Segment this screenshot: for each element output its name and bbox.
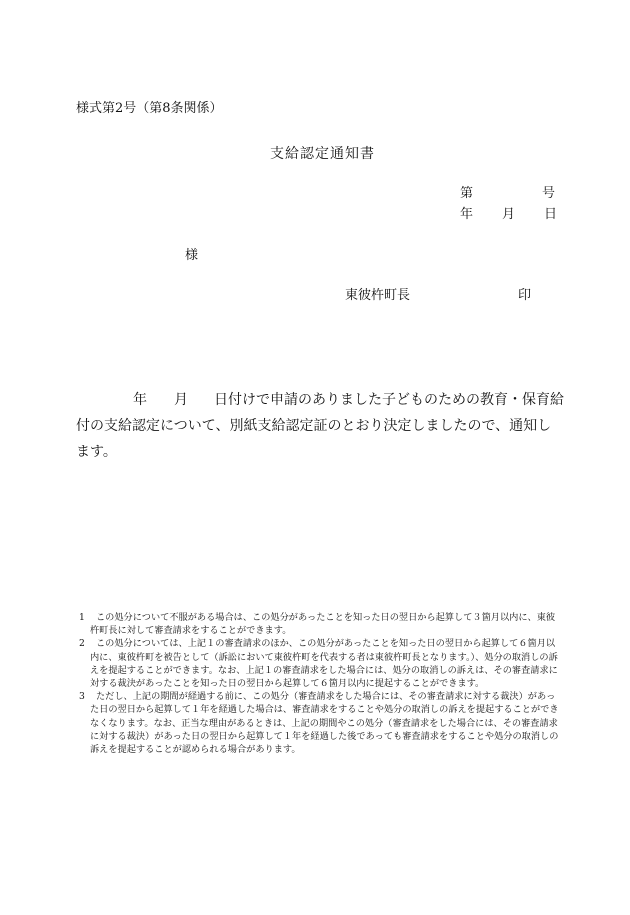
number-suffix: 号 [542, 186, 556, 201]
note-number: 1 [79, 612, 85, 623]
note-text: この処分について不服がある場合は、この処分があったことを知った日の翌日から起算して３箇月以内に、東彼杵町長に対して審査請求をすることができます。 [90, 612, 556, 637]
body-date-month: 月 [174, 392, 188, 408]
addressee-honorific: 様 [185, 248, 199, 263]
date-month: 月 [502, 207, 516, 222]
date-day: 日 [544, 207, 558, 222]
body-line-1 [88, 387, 564, 413]
date-year: 年 [460, 207, 474, 222]
number-prefix: 第 [460, 186, 474, 201]
body-line-1-text: 日付けで申請のありました子どものための教育・保育給 [214, 392, 564, 408]
notes-section [79, 611, 559, 756]
body-date-year: 年 [133, 392, 147, 408]
notice-body [76, 387, 564, 465]
note-item [79, 690, 559, 756]
note-item [79, 611, 559, 637]
body-line-2: 付の支給認定について、別紙支給認定証のとおり決定しましたので、通知し [76, 418, 552, 434]
form-label: 様式第2号（第8条関係） [76, 101, 223, 116]
note-number: 2 [79, 638, 85, 650]
note-text: この処分については、上記１の審査請求のほか、この処分があったことを知った日の翌日から起算して６箇月以内に、東彼杵町を被告として（訴訟において東彼杵町を代表する者は東彼杵町長となります。）、処分の取消しの訴えを提起することができます。なお、上記１の審査請求をした場合には、処分の取消しの訴えは、その審査請求に対する裁決があったことを知った日の翌日から起算して６箇月以内に提起することができます。 [90, 638, 558, 690]
note-item [79, 637, 559, 690]
note-number: 3 [79, 691, 85, 703]
note-text: ただし、上記の期間が経過する前に、この処分（審査請求をした場合には、その審査請求に対する裁決）があった日の翌日から起算して１年を経過した場合は、審査請求をすることや処分の取消しの訴えを提起することができなくなります。なお、正当な理由があるときは、上記の期間やこの処分（審査請求をした場合には、その審査請求に対する裁決）があった日の翌日から起算して１年を経過した後であっても審査請求をすることや処分の取消しの訴えを提起することが認められる場合があります。 [90, 691, 559, 756]
body-line-3: ます。 [76, 444, 117, 460]
issuer-name: 東彼杵町長 [345, 288, 411, 303]
seal-mark: 印 [518, 288, 532, 303]
document-title: 支給認定通知書 [270, 146, 375, 162]
